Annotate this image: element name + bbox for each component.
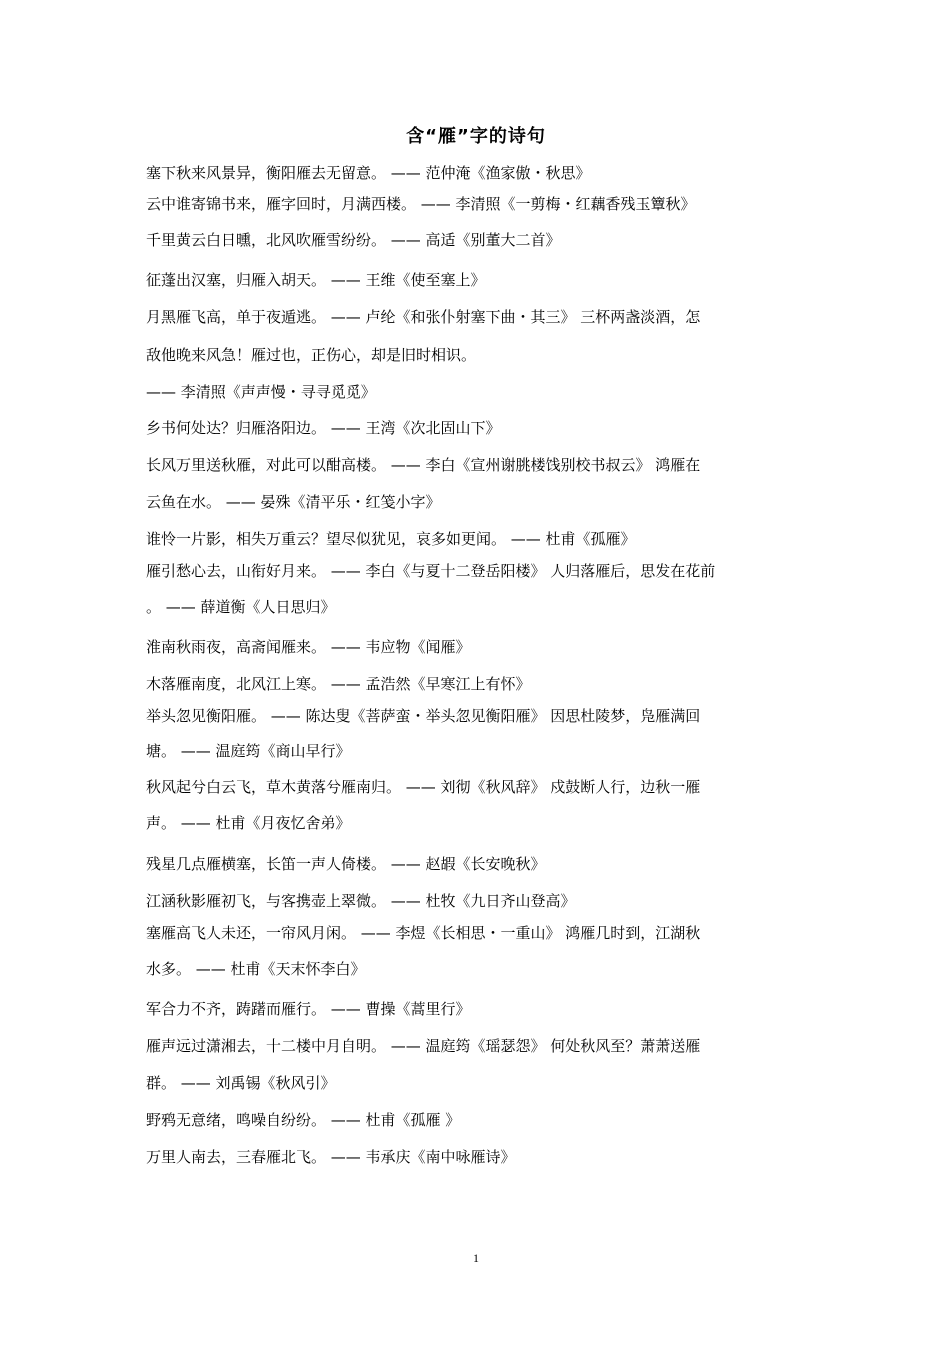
poem-line: 敌他晚来风急！雁过也，正伤心，却是旧时相识。 xyxy=(146,346,477,364)
poem-line: 残星几点雁横塞，长笛一声人倚楼。 —— 赵嘏《长安晚秋》 xyxy=(146,855,546,873)
poem-line: 声。 —— 杜甫《月夜忆舍弟》 xyxy=(146,814,351,832)
poem-line: 塘。 —— 温庭筠《商山早行》 xyxy=(146,742,351,760)
poem-line: 云中谁寄锦书来，雁字回时，月满西楼。 —— 李清照《一剪梅・红藕香残玉簟秋》 xyxy=(146,195,696,213)
poem-line: 。 —— 薛道衡《人日思归》 xyxy=(146,598,336,616)
poem-line: 长风万里送秋雁，对此可以酣高楼。 —— 李白《宣州谢朓楼饯别校书叔云》 鸿雁在 xyxy=(146,456,701,474)
poem-line: 雁引愁心去，山衔好月来。 —— 李白《与夏十二登岳阳楼》 人归落雁后，思发在花前 xyxy=(146,562,716,580)
poem-line: 江涵秋影雁初飞，与客携壶上翠微。 —— 杜牧《九日齐山登高》 xyxy=(146,892,576,910)
poem-line: 雁声远过潇湘去，十二楼中月自明。 —— 温庭筠《瑶瑟怨》 何处秋风至？萧萧送雁 xyxy=(146,1037,701,1055)
page-number: 1 xyxy=(473,1251,479,1265)
poem-line: 千里黄云白日曛，北风吹雁雪纷纷。 —— 高适《别董大二首》 xyxy=(146,231,561,249)
poem-line: 云鱼在水。 —— 晏殊《清平乐・红笺小字》 xyxy=(146,493,441,511)
poem-line: 军合力不齐，踌躇而雁行。 —— 曹操《蒿里行》 xyxy=(146,1000,471,1018)
poem-line: 塞雁高飞人未还，一帘风月闲。 —— 李煜《长相思・一重山》 鸿雁几时到，江湖秋 xyxy=(146,924,701,942)
poem-line: 淮南秋雨夜，高斋闻雁来。 —— 韦应物《闻雁》 xyxy=(146,638,471,656)
poem-line: 塞下秋来风景异，衡阳雁去无留意。 —— 范仲淹《渔家傲・秋思》 xyxy=(146,164,591,182)
poem-line: 秋风起兮白云飞，草木黄落兮雁南归。 —— 刘彻《秋风辞》 戍鼓断人行，边秋一雁 xyxy=(146,778,701,796)
page-title: 含“雁”字的诗句 xyxy=(406,126,546,147)
poem-line: —— 李清照《声声慢・寻寻觅觅》 xyxy=(146,383,376,401)
poem-line: 水多。 —— 杜甫《天末怀李白》 xyxy=(146,960,366,978)
poem-line: 征蓬出汉塞，归雁入胡天。 —— 王维《使至塞上》 xyxy=(146,271,486,289)
poem-line: 野鸦无意绪，鸣噪自纷纷。 —— 杜甫《孤雁 》 xyxy=(146,1111,461,1129)
poem-line: 木落雁南度，北风江上寒。 —— 孟浩然《早寒江上有怀》 xyxy=(146,675,531,693)
poem-line: 谁怜一片影，相失万重云？望尽似犹见，哀多如更闻。 —— 杜甫《孤雁》 xyxy=(146,530,636,548)
poem-line: 月黑雁飞高，单于夜遁逃。 —— 卢纶《和张仆射塞下曲・其三》 三杯两盏淡酒，怎 xyxy=(146,308,701,326)
poem-line: 万里人南去，三春雁北飞。 —— 韦承庆《南中咏雁诗》 xyxy=(146,1148,516,1166)
poem-line: 举头忽见衡阳雁。 —— 陈达叟《菩萨蛮・举头忽见衡阳雁》 因思杜陵梦，凫雁满回 xyxy=(146,707,701,725)
poem-line: 群。 —— 刘禹锡《秋风引》 xyxy=(146,1074,336,1092)
poem-line: 乡书何处达？归雁洛阳边。 —— 王湾《次北固山下》 xyxy=(146,419,501,437)
